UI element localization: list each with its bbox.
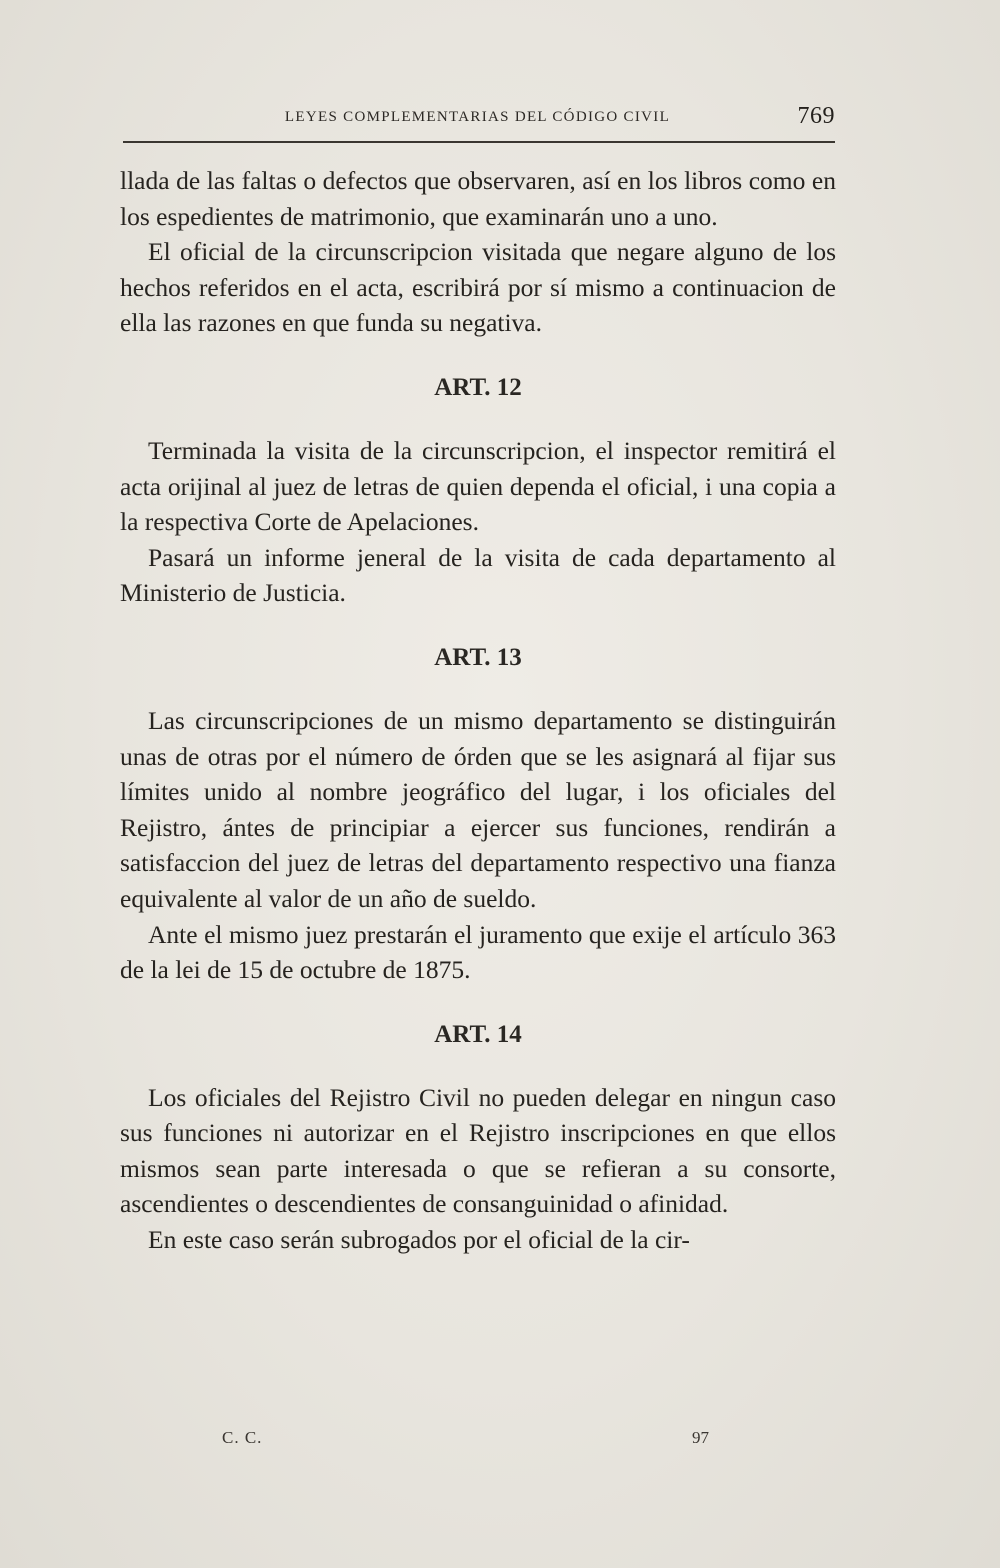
article-heading-14: ART. 14 xyxy=(434,1020,522,1048)
page-number: 769 xyxy=(797,103,835,129)
header-rule xyxy=(123,141,835,143)
article-heading-13: ART. 13 xyxy=(434,643,522,671)
signature-mark: C. C. xyxy=(222,1428,263,1447)
spacer xyxy=(120,341,836,375)
spacer xyxy=(120,1047,836,1080)
paragraph-continued: llada de las faltas o defectos que observaren, así en los libros como en los espedientes de matrimonio, que examinarán uno a uno. xyxy=(120,166,836,231)
paragraph: Los oficiales del Rejistro Civil no pueden delegar en ningun caso sus funciones ni autorizar en el Rejistro inscripciones en que ellos mismos sean parte interesada o que se refieran a su consorte, ascendientes o descendientes de consanguinidad o afinidad. xyxy=(120,1082,836,1219)
spacer xyxy=(120,988,836,1022)
paragraph-continues: En este caso serán subrogados por el oficial de la cir- xyxy=(148,1225,690,1255)
paragraph: Pasará un informe jeneral de la visita de cada departamento al Ministerio de Justicia. xyxy=(120,542,836,608)
paragraph: El oficial de la circunscripcion visitada que negare alguno de los hechos referidos en el acta, escribirá por sí mismo a continuacion de ella las razones en que funda su negativa. xyxy=(120,237,836,338)
spacer xyxy=(120,400,836,433)
paragraph: Terminada la visita de la circunscripcion, el inspector remitirá el acta orijinal al juez de letras de quien dependa el oficial, i una copia a la respectiva Corte de Apelaciones. xyxy=(120,435,836,537)
article-heading-12: ART. 12 xyxy=(434,373,522,401)
page-header xyxy=(120,103,835,139)
page-body xyxy=(120,163,836,1258)
page-footer xyxy=(120,1428,836,1458)
running-head: LEYES COMPLEMENTARIAS DEL CÓDIGO CIVIL xyxy=(284,109,671,125)
sheet-number: 97 xyxy=(692,1428,709,1447)
paragraph: Ante el mismo juez prestarán el juramento que exije el artículo 363 de la lei de 15 de octubre de 1875. xyxy=(120,919,836,985)
spacer xyxy=(120,670,836,703)
spacer xyxy=(120,611,836,645)
paragraph: Las circunscripciones de un mismo departamento se distinguirán unas de otras por el número de órden que se les asignará al fijar sus límites unido al nombre jeográfico del lugar, i los oficiales del Rejistro, ántes de principiar a ejercer sus funciones, rendirán a satisfaccion del juez de letras del departamento respectivo una fianza equivalente al valor de un año de sueldo. xyxy=(120,705,836,913)
